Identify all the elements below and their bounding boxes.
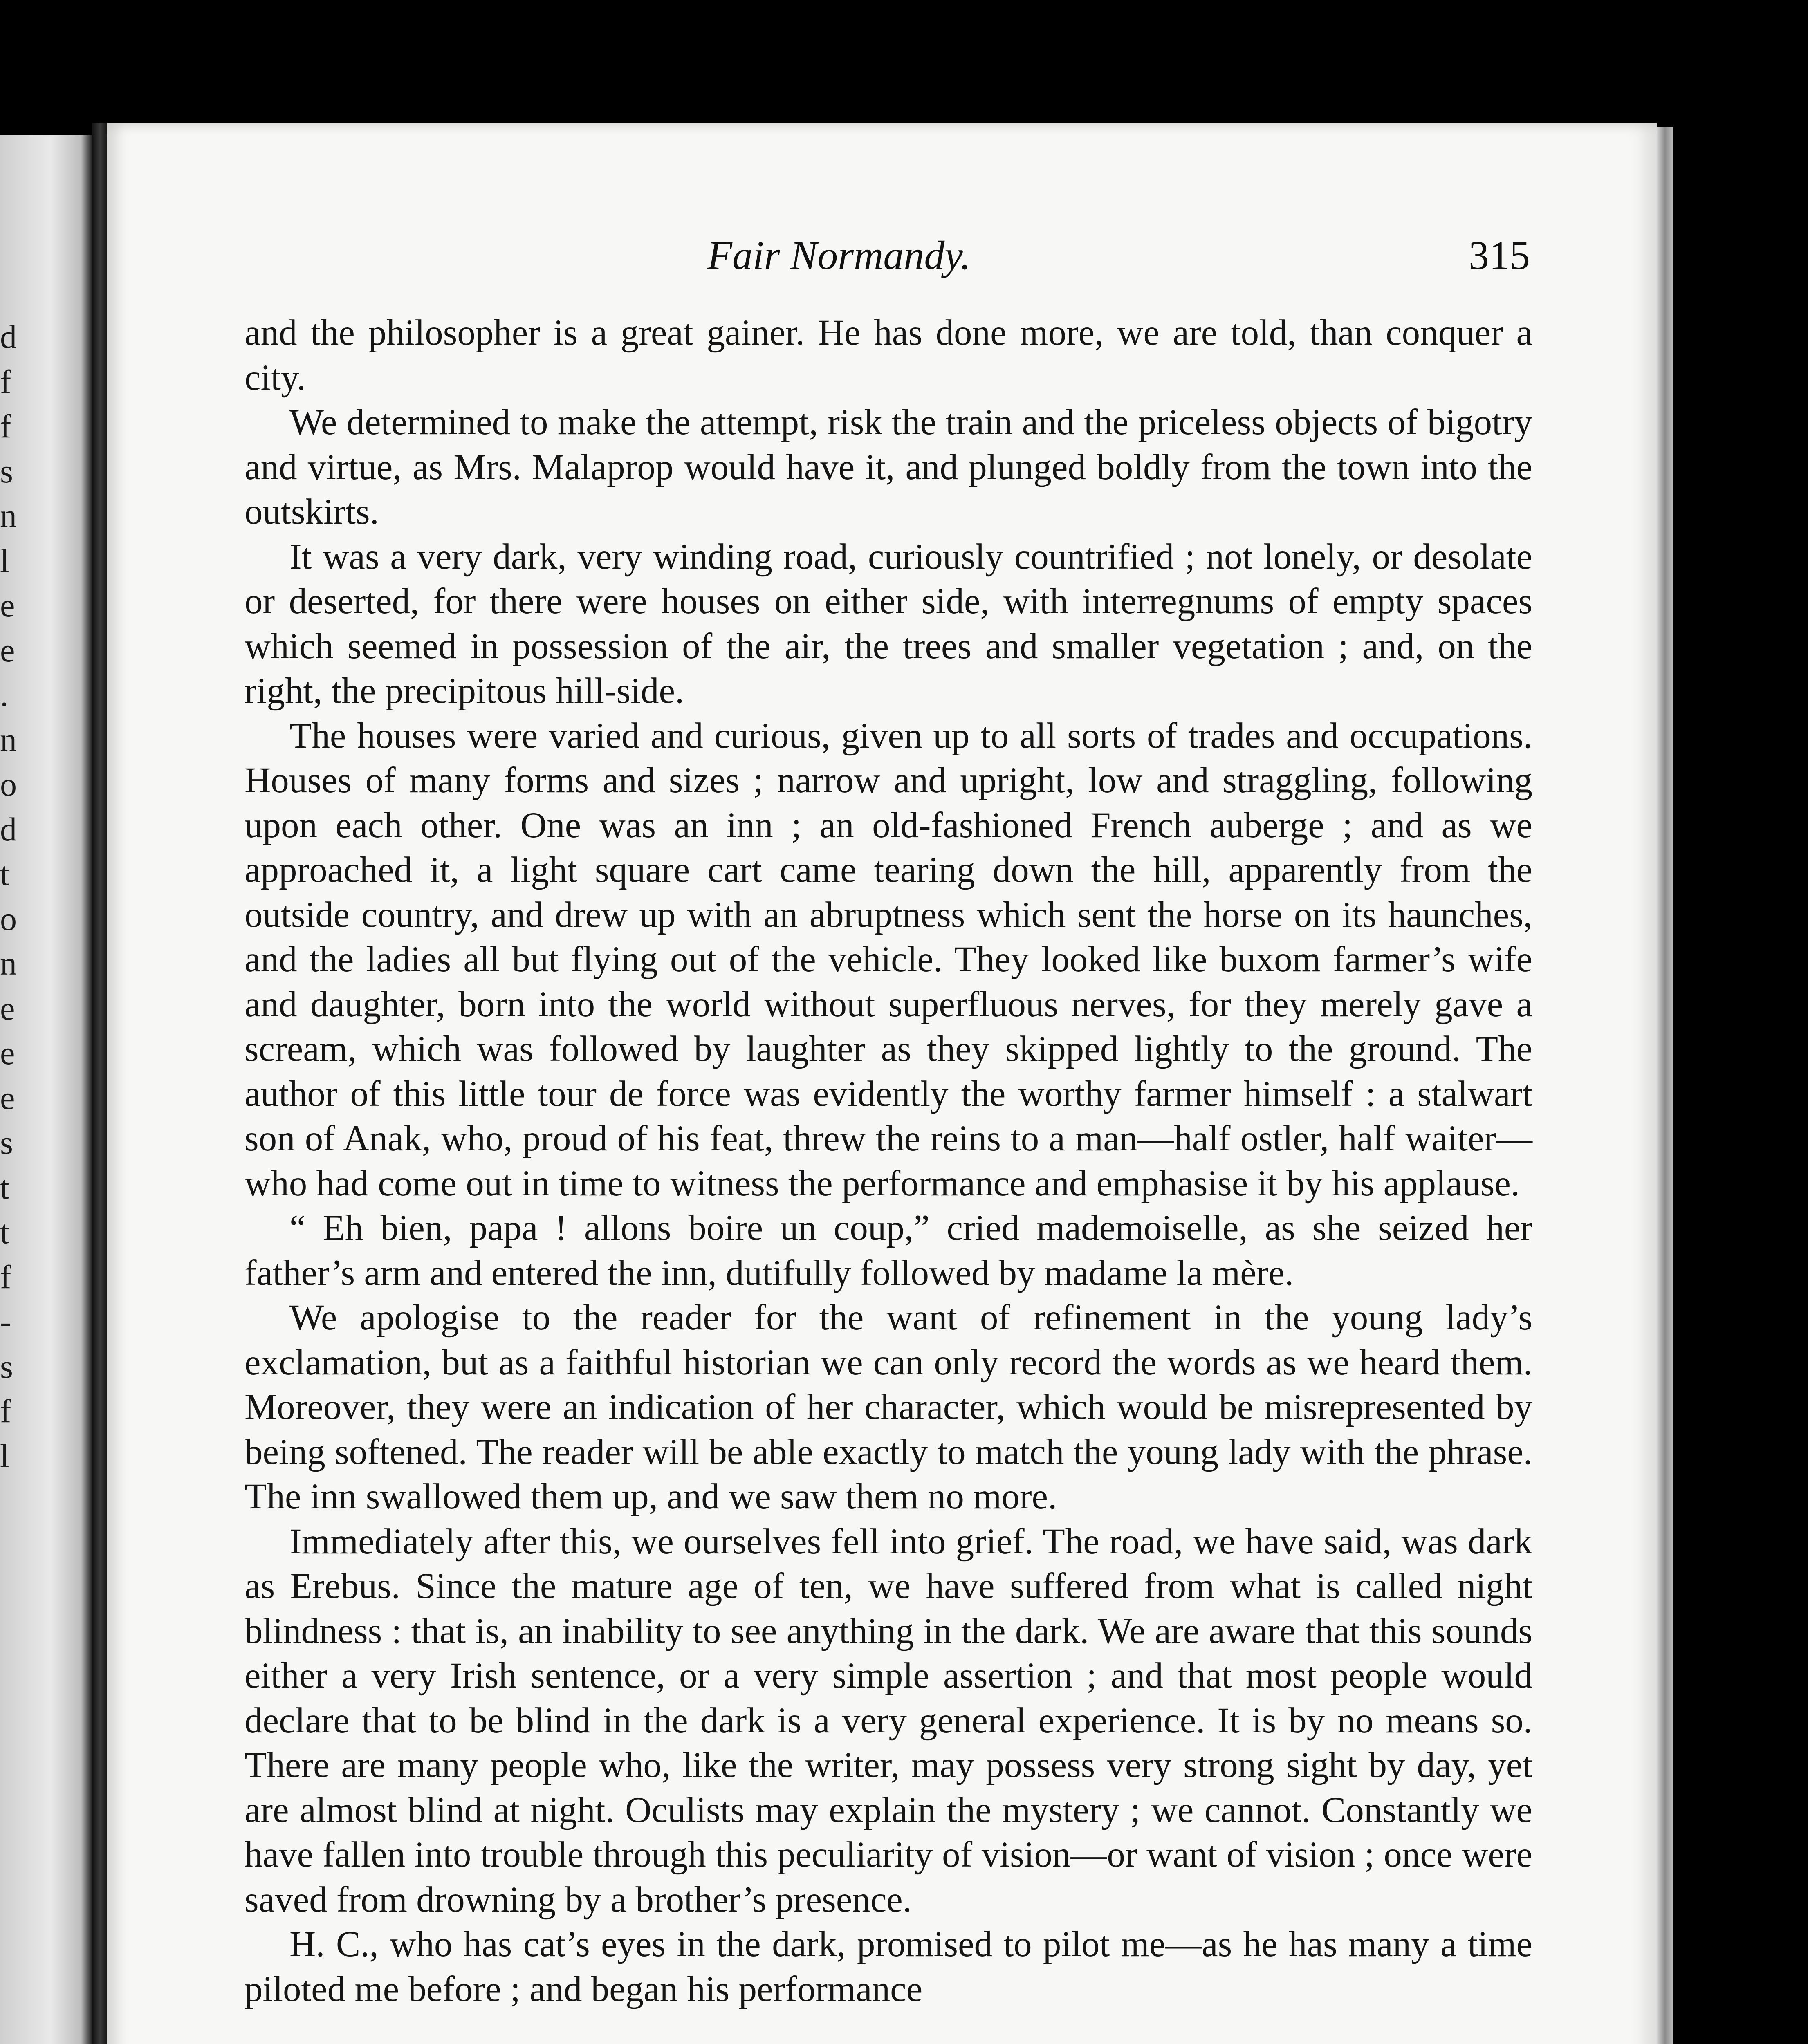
previous-page-fragment: f	[0, 1258, 11, 1295]
previous-page-fragment: e	[0, 587, 15, 624]
paragraph: We determined to make the attempt, risk the train and the priceless objects of bigotry and virtue, as Mrs. Malaprop would have it, and plunged boldly from the town into the outskirts.	[245, 402, 1532, 532]
previous-page-fragment: f	[0, 363, 11, 400]
page-number: 315	[1469, 233, 1530, 278]
previous-page-fragment: n	[0, 945, 17, 982]
previous-page-fragment: e	[0, 1079, 15, 1116]
previous-page-fragment: n	[0, 721, 17, 758]
previous-page-edge	[0, 135, 92, 2044]
paragraph: It was a very dark, very winding road, curiously countrified ; not lonely, or desolate or deserted, for there were houses on either side, with interregnums of empty spaces which seemed in possession of the air, the trees and smaller vegetation ; and, on the right, the precipitous hill-side.	[245, 536, 1532, 711]
paragraph: “ Eh bien, papa ! allons boire un coup,” cried mademoiselle, as she seized her father’s arm and entered the inn, dutifully followed by madame la mère.	[245, 1208, 1532, 1293]
previous-page-fragment: s	[0, 1347, 13, 1385]
previous-page-fragment: n	[0, 497, 17, 534]
previous-page-fragment: e	[0, 1034, 15, 1071]
book-gutter	[92, 123, 108, 2044]
previous-page-fragment: o	[0, 900, 17, 937]
running-title: Fair Normandy.	[707, 233, 971, 278]
previous-page-fragment: l	[0, 1437, 9, 1475]
previous-page-fragment: f	[0, 408, 11, 445]
running-head	[262, 225, 1530, 286]
previous-page-fragment: t	[0, 1213, 9, 1251]
previous-page-fragment: t	[0, 855, 9, 892]
paragraph: H. C., who has cat’s eyes in the dark, promised to pilot me—as he has many a time piloted me before ; and began his performance	[245, 1924, 1532, 2009]
previous-page-fragment: -	[0, 1303, 11, 1340]
page-edge	[1657, 127, 1673, 2044]
previous-page-fragment: s	[0, 1124, 13, 1161]
previous-page-fragment: d	[0, 318, 17, 355]
paragraph: The houses were varied and curious, given up to all sorts of trades and occupations. Houses of many forms and sizes ; narrow and upright, low and straggling, following upon each other. One was an inn ; an old-fashioned French auberge ; and as we approached it, a light square cart came tearing down the hill, apparently from the outside country, and drew up with an abruptness which sent the horse on its haunches, and the ladies all but flying out of the vehicle. They looked like buxom farmer’s wife and daughter, born into the world without superfluous nerves, for they merely gave a scream, which was followed by laughter as they skipped lightly to the ground. The author of this little tour de force was evidently the worthy farmer himself : a stalwart son of Anak, who, proud of his feat, threw the reins to a man—half ostler, half waiter—who had come out in time to witness the performance and emphasise it by his applause.	[245, 715, 1532, 1204]
paragraph: and the philosopher is a great gainer. He has done more, we are told, than conquer a city.	[245, 313, 1532, 398]
paragraph: We apologise to the reader for the want of refinement in the young lady’s exclamation, but as a faithful historian we can only record the words as we heard them. Moreover, they were an indication of her character, which would be misrepresented by being softened. The reader will be able exactly to match the young lady with the phrase. The inn swallowed them up, and we saw them no more.	[245, 1298, 1532, 1517]
book-page	[107, 123, 1657, 2044]
paragraph: Immediately after this, we ourselves fell into grief. The road, we have said, was dark as Erebus. Since the mature age of ten, we have suffered from what is called night blindness : that is, an inability to see anything in the dark. We are aware that this sounds either a very Irish sentence, or a very simple assertion ; and that most people would declare that to be blind in the dark is a very general experience. It is by no means so. There are many people who, like the writer, may possess very strong sight by day, yet are almost blind at night. Oculists may explain the mystery ; we cannot. Constantly we have fallen into trouble through this peculiarity of vision—or want of vision ; once were saved from drowning by a brother’s presence.	[245, 1521, 1532, 1920]
previous-page-fragment: o	[0, 766, 17, 803]
previous-page-fragment: e	[0, 631, 15, 669]
previous-page-fragment: l	[0, 542, 9, 579]
previous-page-fragment: .	[0, 676, 9, 713]
previous-page-fragment: t	[0, 1168, 9, 1206]
previous-page-fragment: d	[0, 810, 17, 848]
previous-page-fragment: f	[0, 1392, 11, 1430]
body-text	[245, 311, 1532, 2012]
previous-page-fragment: s	[0, 452, 13, 490]
previous-page-fragment: e	[0, 989, 15, 1027]
